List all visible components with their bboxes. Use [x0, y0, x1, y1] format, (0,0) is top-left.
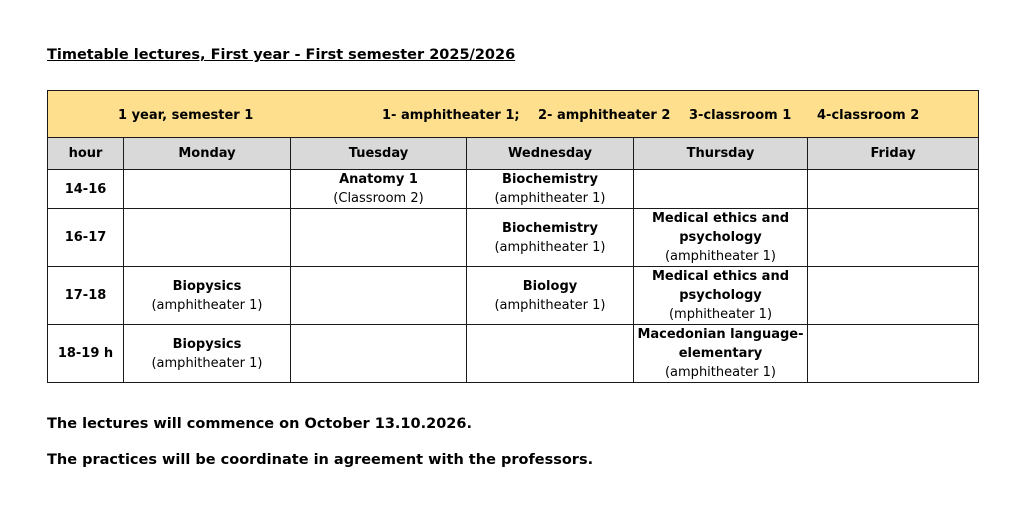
room-legend-2: 2- amphitheater 2	[538, 108, 671, 123]
room-name: (amphitheater 1)	[494, 239, 606, 255]
slot-friday	[808, 267, 979, 325]
room-legend-3: 3-classroom 1	[689, 108, 792, 123]
table-row	[48, 209, 979, 267]
slot-wednesday	[467, 325, 634, 383]
header-hour: hour	[48, 138, 124, 170]
slot-tuesday	[291, 209, 467, 267]
room-name: (amphitheater 1)	[494, 297, 606, 313]
subject-name: Biopysics	[172, 278, 242, 294]
slot-tuesday	[291, 170, 467, 209]
subject-name: Biochemistry	[502, 220, 598, 236]
header-tuesday: Tuesday	[291, 138, 467, 170]
legend-row	[48, 91, 979, 138]
room-name: (amphitheater 1)	[151, 297, 263, 313]
subject-name: Medical ethics and psychology	[651, 211, 790, 245]
room-name: (amphitheater 1)	[151, 355, 263, 371]
hour-cell: 14-16	[48, 170, 124, 209]
room-legend-4: 4-classroom 2	[817, 108, 920, 123]
year-semester-label: 1 year, semester 1	[118, 108, 254, 123]
subject-name: Biochemistry	[502, 172, 598, 187]
slot-wednesday	[467, 209, 634, 267]
slot-monday	[124, 209, 291, 267]
header-friday: Friday	[808, 138, 979, 170]
hour-cell: 16-17	[48, 209, 124, 267]
subject-name: Medical ethics and psychology	[651, 269, 790, 303]
slot-tuesday	[291, 267, 467, 325]
subject-name: Biopysics	[172, 336, 242, 352]
slot-monday	[124, 170, 291, 209]
header-monday: Monday	[124, 138, 291, 170]
room-name: (mphitheater 1)	[668, 307, 773, 322]
commence-note: The lectures will commence on October 13.10.2026.	[47, 416, 472, 432]
header-row	[48, 138, 979, 170]
room-name: (amphitheater 1)	[494, 191, 606, 206]
room-legend-1: 1- amphitheater 1;	[382, 108, 520, 123]
header-thursday: Thursday	[634, 138, 808, 170]
slot-thursday	[634, 267, 808, 325]
table-row	[48, 325, 979, 383]
header-wednesday: Wednesday	[467, 138, 634, 170]
subject-name: Anatomy 1	[339, 172, 418, 187]
page-title: Timetable lectures, First year - First semester 2025/2026	[47, 47, 516, 63]
subject-name: Biology	[522, 278, 578, 294]
room-name: (amphitheater 1)	[664, 365, 777, 380]
legend-cell	[48, 91, 979, 138]
room-name: (Classroom 2)	[333, 191, 424, 206]
hour-cell: 17-18	[48, 267, 124, 325]
slot-monday	[124, 325, 291, 383]
slot-wednesday	[467, 267, 634, 325]
hour-cell: 18-19 h	[48, 325, 124, 383]
slot-friday	[808, 325, 979, 383]
table-row	[48, 170, 979, 209]
slot-friday	[808, 209, 979, 267]
practices-note: The practices will be coordinate in agreement with the professors.	[47, 452, 594, 468]
slot-tuesday	[291, 325, 467, 383]
slot-thursday	[634, 170, 808, 209]
timetable	[47, 90, 979, 383]
slot-friday	[808, 170, 979, 209]
slot-thursday	[634, 325, 808, 383]
slot-thursday	[634, 209, 808, 267]
slot-wednesday	[467, 170, 634, 209]
room-name: (amphitheater 1)	[664, 249, 777, 264]
slot-monday	[124, 267, 291, 325]
subject-name: Macedonian language-elementary	[637, 327, 804, 361]
table-row	[48, 267, 979, 325]
